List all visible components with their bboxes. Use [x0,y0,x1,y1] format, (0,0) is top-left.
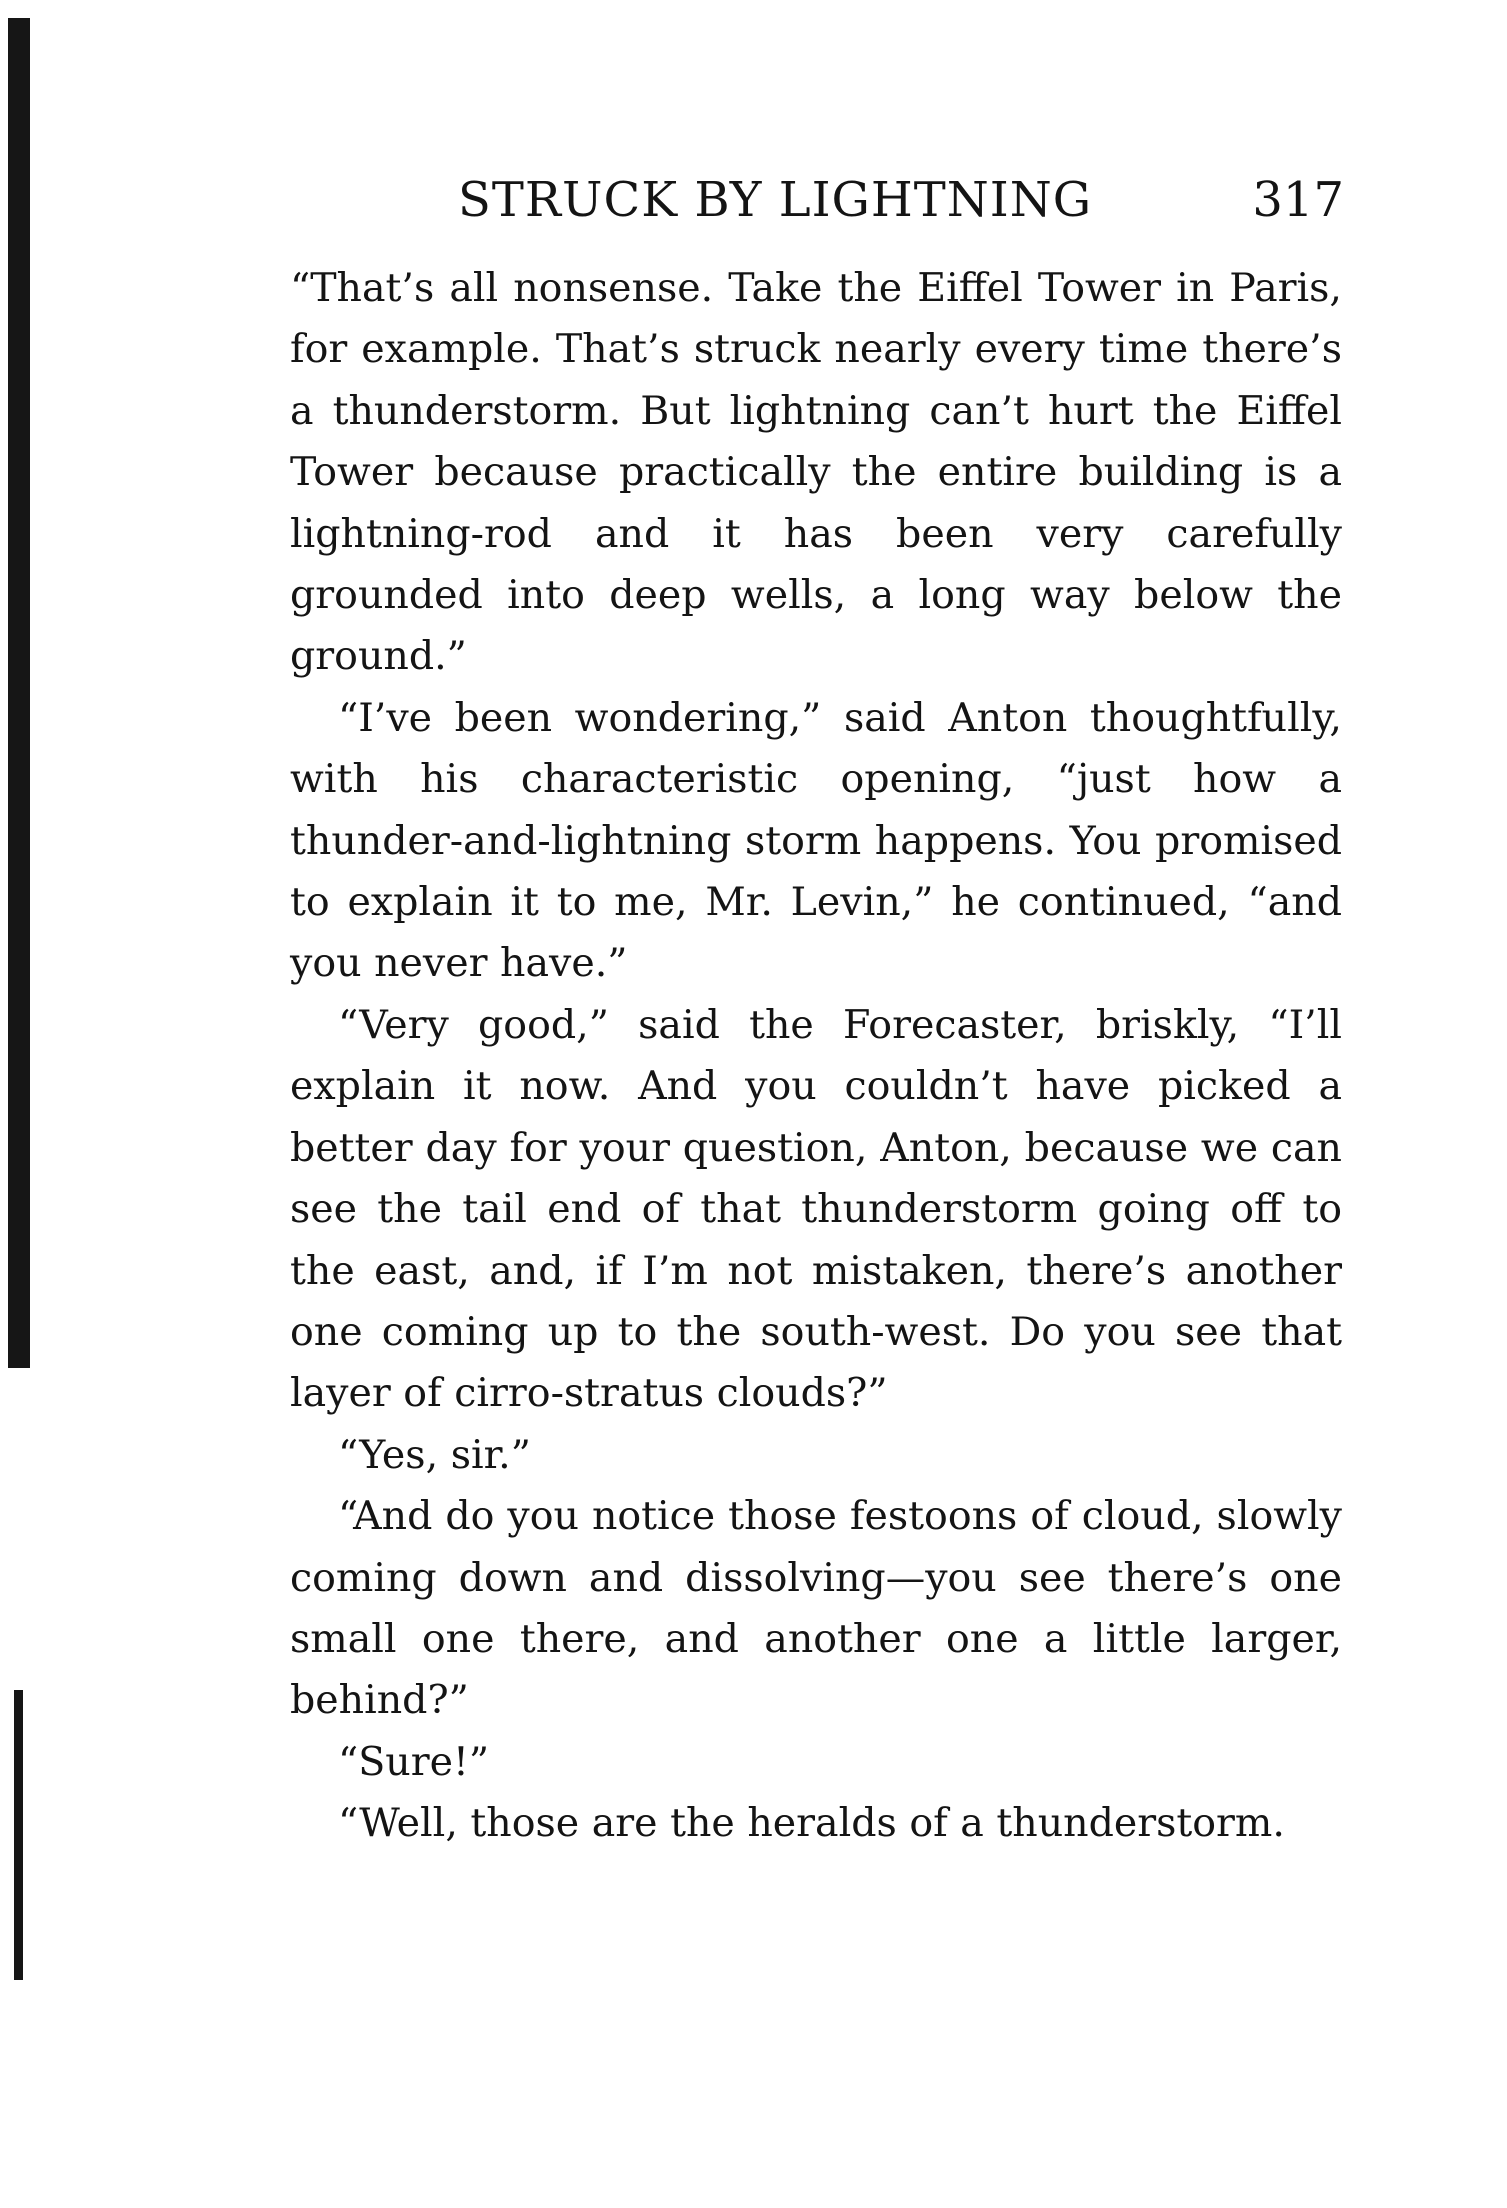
binding-edge-shadow [8,18,30,1368]
body-text [290,258,1342,1855]
paragraph: “Sure!” [338,1738,490,1785]
paragraph: “Well, those are the heralds of a thunderstorm. [338,1800,1285,1847]
paragraph: “That’s all nonsense. Take the Eiffel Tower in Paris, for example. That’s struck nearly every time there’s a thunderstorm. But lightning can’t hurt the Eiffel Tower because practically the entire building is a lightning-rod and it has been very carefully grounded into deep wells, a long way below the ground.” [290,265,1342,680]
page-header [290,172,1344,244]
paragraph: “Very good,” said the Forecaster, briskly, “I’ll explain it now. And you couldn’t have picked a better day for your question, Anton, because we can see the tail end of that thunderstorm going off to the east, and, if I’m not mistaken, there’s another one coming up to the south-west. Do you see that layer of cirro-stratus clouds?” [290,1001,1342,1417]
paragraph: “I’ve been wondering,” said Anton thoughtfully, with his characteristic opening, “just how a thunder-and-lightning storm happens. You promised to explain it to me, Mr. Levin,” he continued, “and you never have.” [290,694,1342,987]
page-number: 317 [1252,172,1344,228]
binding-edge-shadow-lower [14,1690,23,1980]
running-head: STRUCK BY LIGHTNING [458,172,1093,228]
paragraph: “Yes, sir.” [338,1431,531,1478]
paragraph: “And do you notice those festoons of cloud, slowly coming down and dissolving—you see there’s one small one there, and another one a little larger, behind?” [290,1493,1342,1724]
